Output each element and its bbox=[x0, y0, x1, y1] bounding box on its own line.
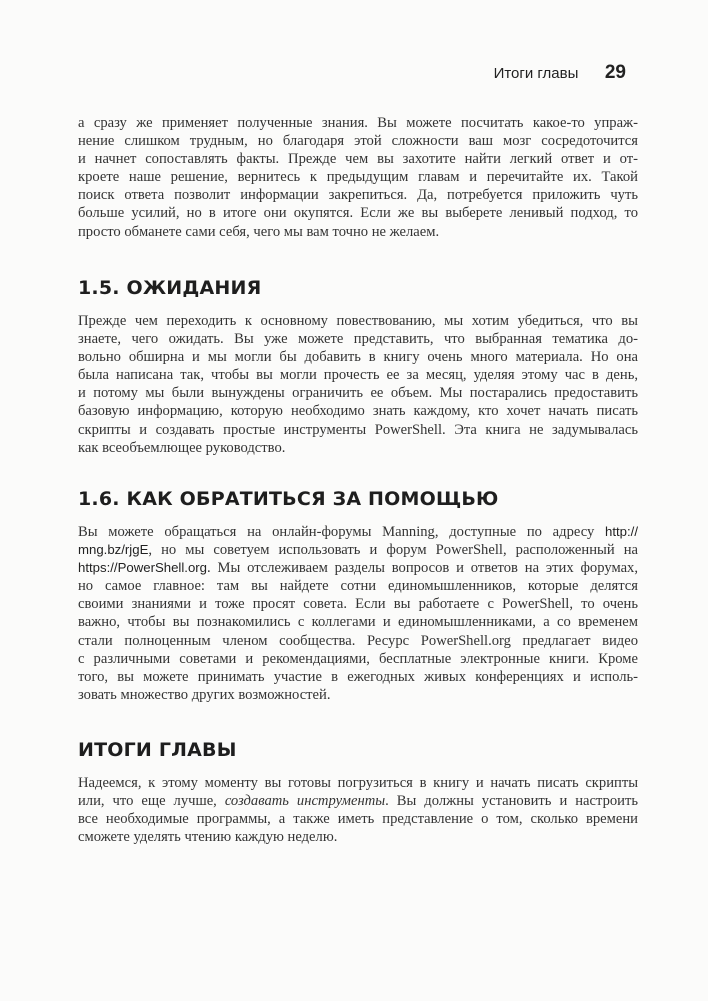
text-segment: . Мы отслеживаем разделы вопросов и ответов на этих форумах, bbox=[207, 560, 638, 577]
text-line bbox=[78, 150, 638, 168]
text-segment: была написана так, чтобы вы могли прочесть ее за месяц, уделяя этому час в день, bbox=[78, 367, 638, 384]
text-line bbox=[78, 312, 638, 330]
text-segment: поиск ответа позволит информации закрепиться. Да, потребуется приложить чуть bbox=[78, 187, 638, 204]
text-segment: вольно обширна и мы могли бы добавить в книгу очень много материала. Но она bbox=[78, 349, 638, 366]
section-heading-expectations: 1.5. ОЖИДАНИЯ bbox=[78, 277, 262, 299]
text-line bbox=[78, 168, 638, 186]
text-segment: больше усилий, но в итоге они окупятся. Если же вы выберете ленивый подход, то bbox=[78, 205, 638, 222]
text-segment: Вы можете обращаться на онлайн-форумы Manning, доступные по адресу bbox=[78, 524, 605, 540]
text-segment: а сразу же применяет полученные знания. Вы можете посчитать какое-то упраж- bbox=[78, 115, 638, 131]
text-segment: кроете наше решение, вернитесь к предыдущим главам и перечитайте их. Такой bbox=[78, 169, 638, 186]
text-segment: стали полноценным членом сообщества. Ресурс PowerShell.org предлагает видео bbox=[78, 632, 638, 649]
paragraph-summary bbox=[78, 774, 638, 846]
text-segment: с различными советами и рекомендациями, бесплатные электронные книги. Кроме bbox=[78, 650, 638, 667]
text-line bbox=[78, 613, 638, 631]
text-line bbox=[78, 402, 638, 420]
text-segment: но самое главное: там вы найдете сотни единомышленников, которые делятся bbox=[78, 578, 638, 595]
text-segment: как всеобъемлющее руководство. bbox=[78, 439, 286, 456]
url-link[interactable]: mng.bz/rjgE bbox=[78, 542, 149, 558]
running-header-title: Итоги главы bbox=[493, 64, 579, 82]
text-segment: , но мы советуем использовать и форум PowerShell, расположенный на bbox=[148, 542, 638, 559]
paragraph-expectations bbox=[78, 312, 638, 457]
text-line bbox=[78, 330, 638, 348]
emphasis-text: создавать инструменты bbox=[224, 793, 386, 810]
text-segment: своими знаниями и тоже просят совета. Если вы работаете с PowerShell, то очень bbox=[78, 596, 638, 613]
text-line bbox=[78, 348, 638, 366]
text-segment: зовать множество других возможностей. bbox=[78, 686, 331, 703]
text-line bbox=[78, 523, 638, 541]
text-segment: базовую информацию, которую необходимо знать каждому, кто хочет начать писать bbox=[78, 403, 638, 420]
text-segment: знаете, чего ожидать. Вы уже можете представить, что выбранная тематика до- bbox=[78, 331, 638, 348]
text-segment: скрипты и создавать простые инструменты PowerShell. Эта книга не задумывалась bbox=[78, 421, 638, 438]
text-segment: нение слишком трудным, но благодаря этой сложности ваш мозг сосредоточится bbox=[78, 133, 638, 150]
text-line bbox=[78, 559, 638, 577]
text-segment: сможете уделять чтению каждую неделю. bbox=[78, 829, 338, 846]
section-heading-getting-help: 1.6. КАК ОБРАТИТЬСЯ ЗА ПОМОЩЬЮ bbox=[78, 488, 499, 510]
paragraph-getting-help bbox=[78, 523, 638, 704]
text-line bbox=[78, 541, 638, 559]
text-line bbox=[78, 595, 638, 613]
section-heading-summary: ИТОГИ ГЛАВЫ bbox=[78, 739, 237, 761]
text-line bbox=[78, 384, 638, 402]
text-line bbox=[78, 421, 638, 439]
text-segment: просто обманете сами себя, чего мы вам точно не желаем. bbox=[78, 223, 440, 240]
text-line bbox=[78, 577, 638, 595]
text-line bbox=[78, 204, 638, 222]
text-line bbox=[78, 650, 638, 668]
text-line bbox=[78, 186, 638, 204]
url-link[interactable]: http:// bbox=[605, 524, 638, 539]
text-segment: и начнет сопоставлять факты. Прежде чем вы захотите найти легкий ответ и от- bbox=[78, 151, 638, 168]
text-segment: и потому мы были вынуждены ограничить ее объем. Мы постарались предоставить bbox=[78, 385, 638, 402]
text-line bbox=[78, 810, 638, 828]
text-line bbox=[78, 686, 638, 704]
page-number: 29 bbox=[604, 62, 626, 83]
text-line bbox=[78, 632, 638, 650]
running-header bbox=[494, 62, 626, 84]
text-line bbox=[78, 828, 638, 846]
url-link[interactable]: https://PowerShell.org bbox=[78, 560, 208, 576]
text-line bbox=[78, 114, 638, 132]
text-line bbox=[78, 792, 638, 810]
text-line bbox=[78, 132, 638, 150]
text-segment: Надеемся, к этому моменту вы готовы погрузиться в книгу и начать писать скрипты bbox=[78, 775, 638, 791]
text-segment: Прежде чем переходить к основному повествованию, мы хотим убедиться, что вы bbox=[78, 313, 638, 329]
text-line bbox=[78, 439, 638, 457]
text-segment: важно, чтобы вы познакомились с коллегами и единомышленниками, а со временем bbox=[78, 614, 638, 631]
text-segment: все необходимые программы, а также иметь представление о том, сколько времени bbox=[78, 811, 638, 828]
text-line bbox=[78, 366, 638, 384]
paragraph-intro-continued bbox=[78, 114, 638, 241]
text-line bbox=[78, 668, 638, 686]
text-line bbox=[78, 223, 638, 241]
text-segment: того, вы можете принимать участие в ежегодных живых конференциях и исполь- bbox=[78, 668, 638, 685]
text-segment: или, что еще лучше, bbox=[78, 793, 225, 810]
text-segment: . Вы должны установить и настроить bbox=[385, 793, 638, 810]
text-line bbox=[78, 774, 638, 792]
